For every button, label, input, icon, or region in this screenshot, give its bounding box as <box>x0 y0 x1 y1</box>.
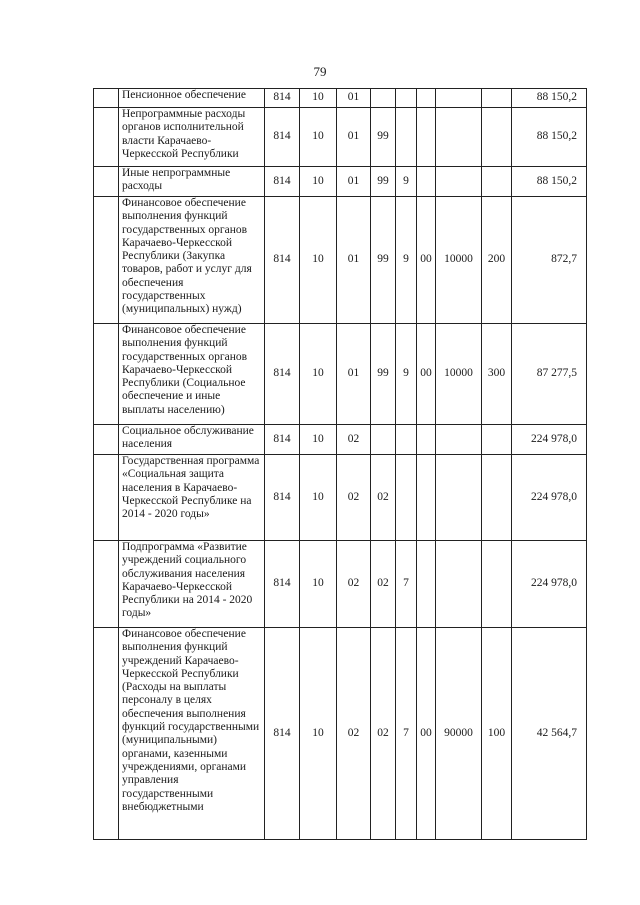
expense-type-cell <box>482 425 512 455</box>
direction-code-cell: 00 <box>417 628 436 840</box>
subprogram-code-cell: 9 <box>396 197 417 324</box>
section-code-cell: 10 <box>300 197 337 324</box>
section-code-cell: 10 <box>300 455 337 541</box>
ministry-code-cell: 814 <box>265 167 300 197</box>
amount-cell: 224 978,0 <box>512 425 587 455</box>
item-name-cell: Финансовое обеспечение выполнения функций государственных органов Карачаево-Черкесской Республики (Социальное обеспечение и иные выплаты населению) <box>119 324 265 425</box>
section-code-cell: 10 <box>300 324 337 425</box>
table-row <box>94 324 587 425</box>
table-row <box>94 425 587 455</box>
table-row <box>94 89 587 108</box>
program-code-cell: 99 <box>371 108 396 167</box>
subprogram-code-cell: 9 <box>396 167 417 197</box>
expense-type-cell: 200 <box>482 197 512 324</box>
expense-type-cell: 300 <box>482 324 512 425</box>
subprogram-code-cell <box>396 455 417 541</box>
direction-code-cell <box>417 541 436 628</box>
subsection-code-cell: 02 <box>337 425 371 455</box>
amount-cell: 87 277,5 <box>512 324 587 425</box>
amount-cell: 224 978,0 <box>512 455 587 541</box>
amount-cell: 88 150,2 <box>512 108 587 167</box>
program-code-cell: 99 <box>371 167 396 197</box>
subsection-code-cell: 01 <box>337 89 371 108</box>
direction-code-cell <box>417 89 436 108</box>
section-code-cell: 10 <box>300 541 337 628</box>
index-cell <box>94 628 119 840</box>
direction-code-cell <box>417 425 436 455</box>
amount-cell: 88 150,2 <box>512 167 587 197</box>
section-code-cell: 10 <box>300 108 337 167</box>
ministry-code-cell: 814 <box>265 541 300 628</box>
amount-cell: 42 564,7 <box>512 628 587 840</box>
item-name-cell: Подпрограмма «Развитие учреждений социального обслуживания населения Карачаево-Черкесской Республики на 2014 - 2020 годы» <box>119 541 265 628</box>
program-code-cell: 99 <box>371 324 396 425</box>
expense-type-cell <box>482 108 512 167</box>
amount-cell: 872,7 <box>512 197 587 324</box>
ministry-code-cell: 814 <box>265 108 300 167</box>
index-cell <box>94 89 119 108</box>
program-code-cell <box>371 425 396 455</box>
index-cell <box>94 197 119 324</box>
index-cell <box>94 324 119 425</box>
item-name-cell: Непрограммные расходы органов исполнительной власти Карачаево-Черкесской Республики <box>119 108 265 167</box>
ministry-code-cell: 814 <box>265 455 300 541</box>
item-name-cell: Государственная программа «Социальная защита населения в Карачаево-Черкесской Республике на 2014 - 2020 годы» <box>119 455 265 541</box>
item-name-cell: Пенсионное обеспечение <box>119 89 265 108</box>
program-code-cell: 99 <box>371 197 396 324</box>
expense-type-cell <box>482 541 512 628</box>
table-row <box>94 108 587 167</box>
subprogram-code-cell: 7 <box>396 628 417 840</box>
subprogram-code-cell <box>396 425 417 455</box>
index-cell <box>94 108 119 167</box>
ministry-code-cell: 814 <box>265 197 300 324</box>
item-name-text: Финансовое обеспечение выполнения функций учреждений Карачаево-Черкесской Республики (Расходы на выплаты персоналу в целях обеспечения выполнения функций государственными (муниципальными) органами, казенными учреждениями, органами управления государственными внебюджетными <box>122 628 260 813</box>
item-name-cell: Финансовое обеспечение выполнения функций государственных органов Карачаево-Черкесской Республики (Закупка товаров, работ и услуг для обеспечения государственных (муниципальных) нужд) <box>119 197 265 324</box>
subsection-code-cell: 01 <box>337 108 371 167</box>
table-row <box>94 541 587 628</box>
ministry-code-cell: 814 <box>265 628 300 840</box>
index-cell <box>94 455 119 541</box>
budget-table <box>93 88 587 840</box>
section-code-cell: 10 <box>300 425 337 455</box>
amount-cell: 224 978,0 <box>512 541 587 628</box>
program-code-cell: 02 <box>371 455 396 541</box>
direction-code-cell <box>417 167 436 197</box>
section-code-cell: 10 <box>300 89 337 108</box>
program-code-cell <box>371 89 396 108</box>
expense-type-cell: 100 <box>482 628 512 840</box>
subsection-code-cell: 02 <box>337 455 371 541</box>
expense-code-cell <box>436 455 482 541</box>
ministry-code-cell: 814 <box>265 89 300 108</box>
table-row <box>94 628 587 840</box>
direction-code-cell <box>417 455 436 541</box>
item-name-cell: Иные непрограммные расходы <box>119 167 265 197</box>
item-name-cell: Социальное обслуживание населения <box>119 425 265 455</box>
expense-code-cell <box>436 425 482 455</box>
expense-type-cell <box>482 167 512 197</box>
subsection-code-cell: 01 <box>337 167 371 197</box>
index-cell <box>94 541 119 628</box>
index-cell <box>94 425 119 455</box>
section-code-cell: 10 <box>300 628 337 840</box>
expense-code-cell <box>436 167 482 197</box>
program-code-cell: 02 <box>371 541 396 628</box>
ministry-code-cell: 814 <box>265 324 300 425</box>
table-row <box>94 197 587 324</box>
subprogram-code-cell <box>396 108 417 167</box>
subsection-code-cell: 02 <box>337 628 371 840</box>
subprogram-code-cell: 9 <box>396 324 417 425</box>
subsection-code-cell: 01 <box>337 197 371 324</box>
direction-code-cell: 00 <box>417 324 436 425</box>
ministry-code-cell: 814 <box>265 425 300 455</box>
expense-type-cell <box>482 455 512 541</box>
expense-code-cell: 10000 <box>436 324 482 425</box>
section-code-cell: 10 <box>300 167 337 197</box>
amount-cell: 88 150,2 <box>512 89 587 108</box>
subsection-code-cell: 01 <box>337 324 371 425</box>
page-number: 79 <box>313 64 327 79</box>
expense-type-cell <box>482 89 512 108</box>
index-cell <box>94 167 119 197</box>
direction-code-cell <box>417 108 436 167</box>
expense-code-cell: 10000 <box>436 197 482 324</box>
subsection-code-cell: 02 <box>337 541 371 628</box>
subprogram-code-cell <box>396 89 417 108</box>
expense-code-cell <box>436 89 482 108</box>
program-code-cell: 02 <box>371 628 396 840</box>
direction-code-cell: 00 <box>417 197 436 324</box>
expense-code-cell <box>436 108 482 167</box>
expense-code-cell <box>436 541 482 628</box>
item-name-cell <box>119 628 265 840</box>
table-row <box>94 455 587 541</box>
table-row <box>94 167 587 197</box>
subprogram-code-cell: 7 <box>396 541 417 628</box>
expense-code-cell: 90000 <box>436 628 482 840</box>
